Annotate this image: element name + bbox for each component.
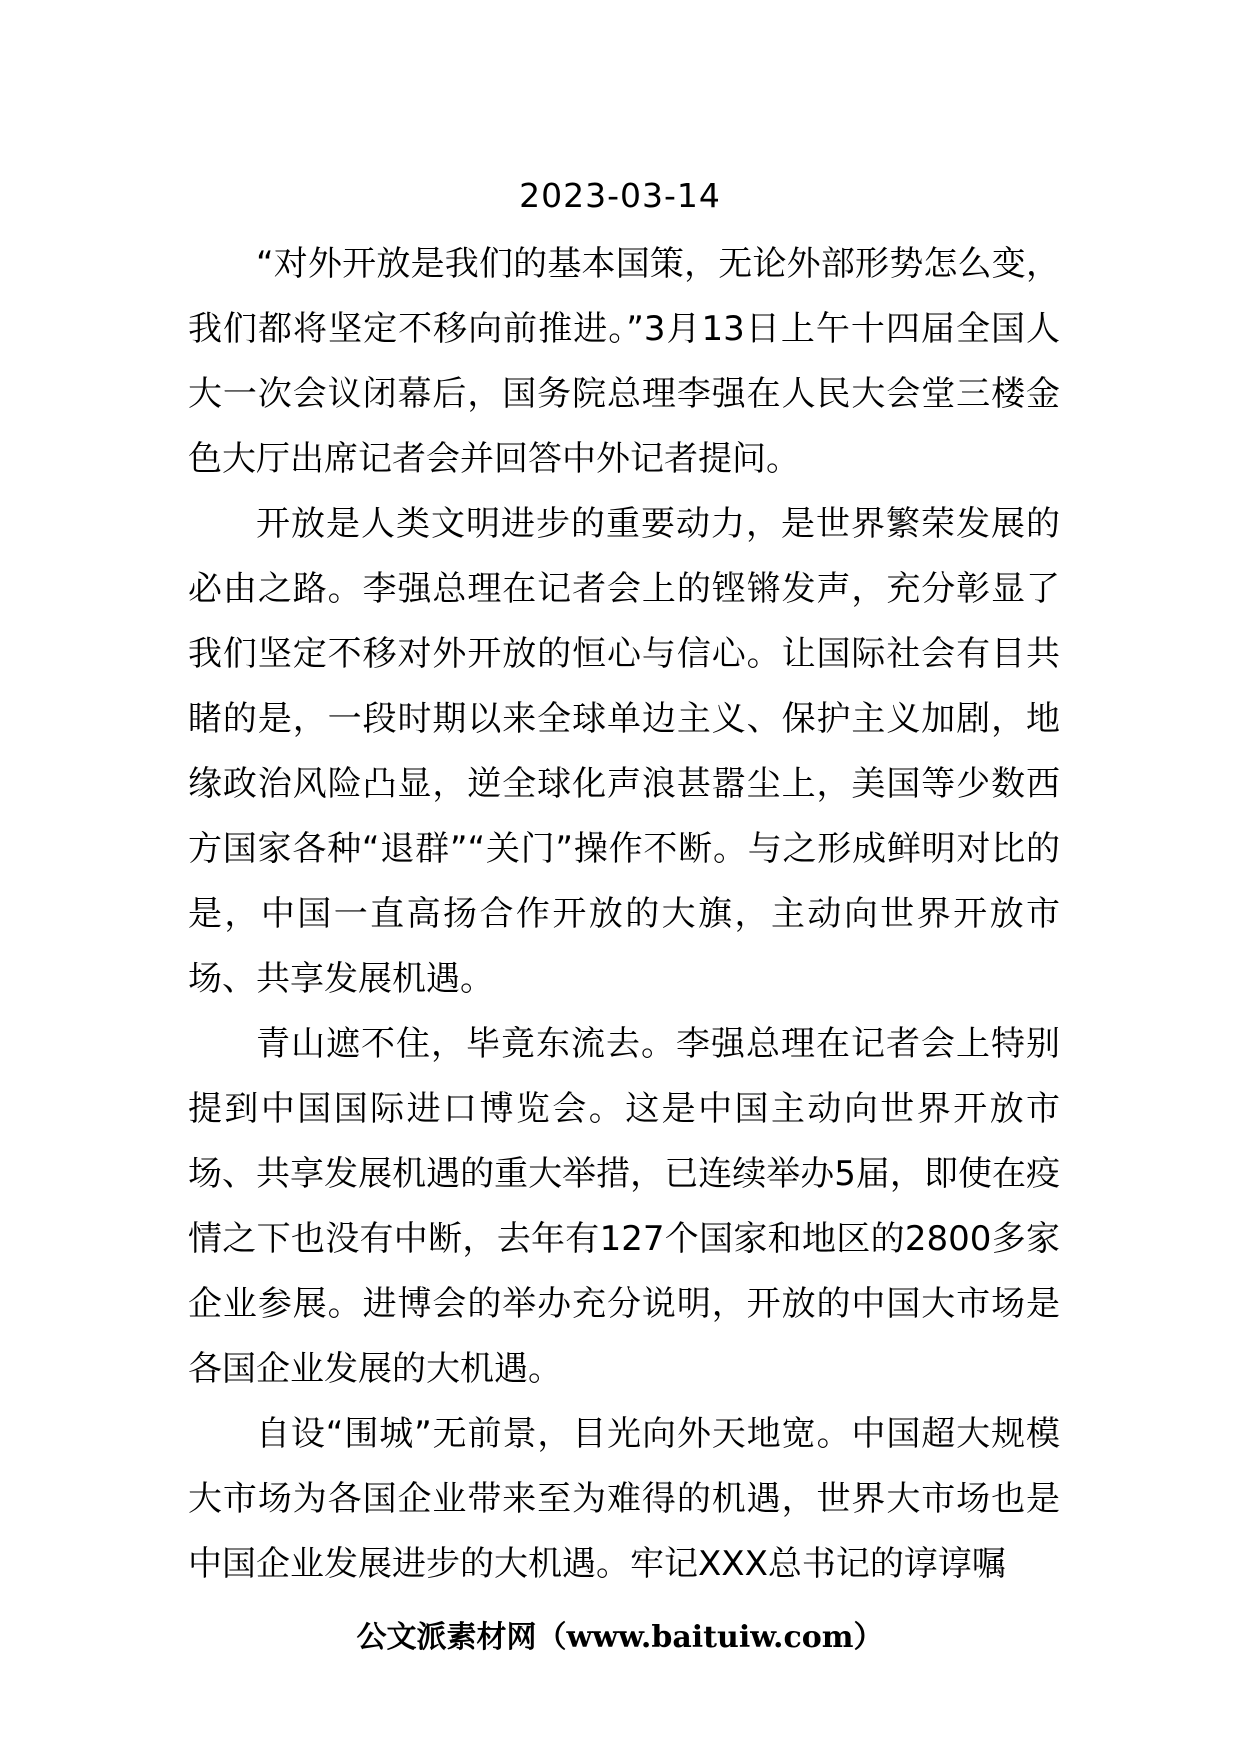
page-footer-watermark: 公文派素材网（www.baituiw.com） xyxy=(356,1620,884,1655)
paragraph-4: 自设“围城”无前景，目光向外天地宽。中国超大规模大市场为各国企业带来至为难得的机遇，世界大市场也是中国企业发展进步的大机遇。牢记XXX总书记的谆谆嘱 xyxy=(188,1414,1060,1584)
document-body xyxy=(188,232,1060,1597)
paragraph-3: 青山遮不住，毕竟东流去。李强总理在记者会上特别提到中国国际进口博览会。这是中国主动向世界开放市场、共享发展机遇的重大举措，已连续举办5届，即使在疫情之下也没有中断，去年有127个国家和地区的2800多家企业参展。进博会的举办充分说明，开放的中国大市场是各国企业发展的大机遇。 xyxy=(188,1024,1060,1389)
document-date: 2023-03-14 xyxy=(519,176,721,215)
paragraph-1: “对外开放是我们的基本国策，无论外部形势怎么变，我们都将坚定不移向前推进。”3月13日上午十四届全国人大一次会议闭幕后，国务院总理李强在人民大会堂三楼金色大厅出席记者会并回答中外记者提问。 xyxy=(188,244,1060,479)
paragraph-2: 开放是人类文明进步的重要动力，是世界繁荣发展的必由之路。李强总理在记者会上的铿锵发声，充分彰显了我们坚定不移对外开放的恒心与信心。让国际社会有目共睹的是，一段时期以来全球单边主义、保护主义加剧，地缘政治风险凸显，逆全球化声浪甚嚣尘上，美国等少数西方国家各种“退群”“关门”操作不断。与之形成鲜明对比的是，中国一直高扬合作开放的大旗，主动向世界开放市场、共享发展机遇。 xyxy=(188,504,1060,999)
